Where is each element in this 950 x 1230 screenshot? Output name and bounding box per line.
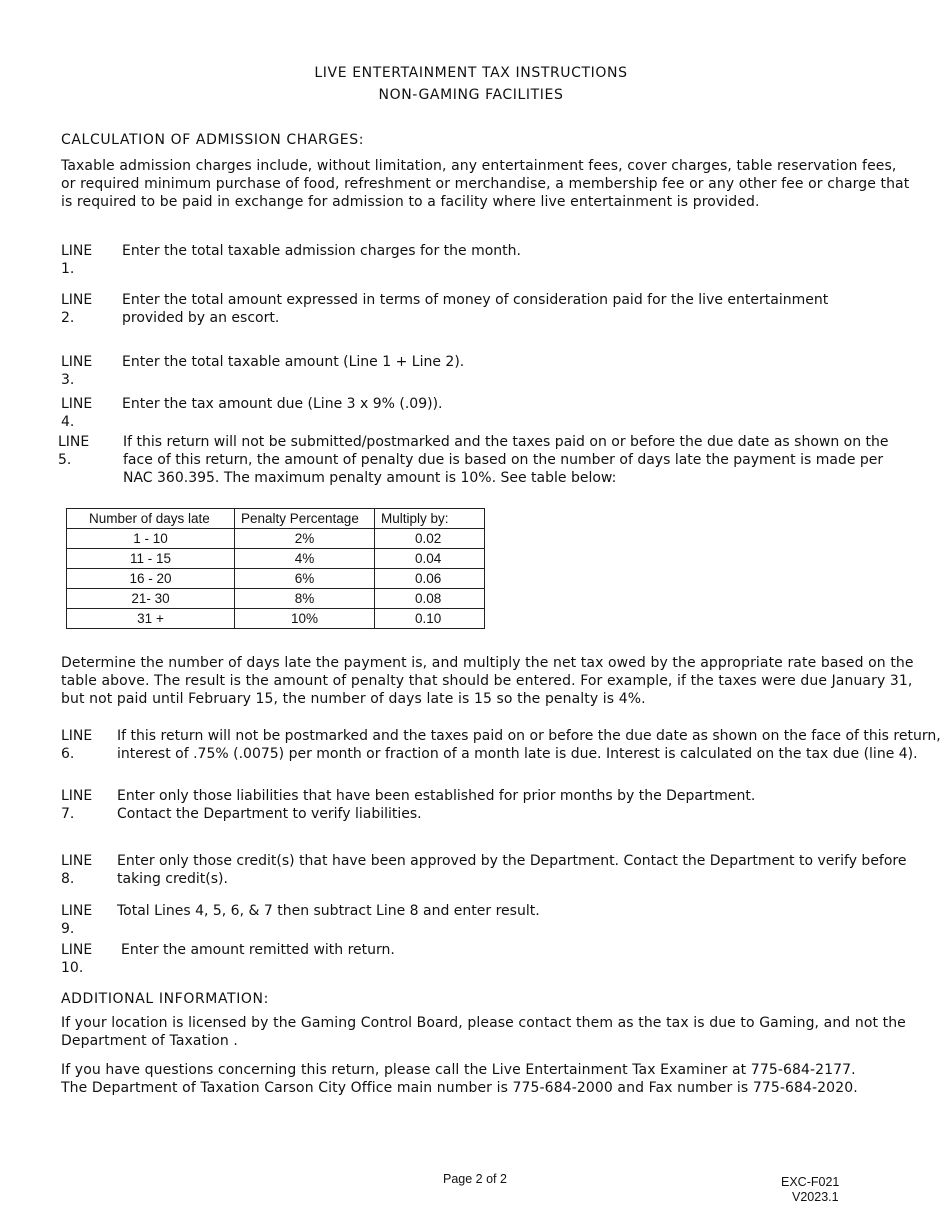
additional-para-1-line-2: Department of Taxation . [61, 1033, 238, 1049]
document-subtitle: NON-GAMING FACILITIES [378, 87, 564, 103]
multiplier-cell: 0.08 [375, 589, 485, 609]
line-2-label: LINE 2. [61, 292, 93, 326]
form-id: EXC-F021 [781, 1175, 840, 1189]
line-3-label: LINE 3. [61, 354, 93, 388]
line-6-label: LINE 6. [61, 728, 93, 762]
form-version: V2023.1 [792, 1190, 839, 1204]
penalty-percentage-cell: 8% [235, 589, 375, 609]
penalty-percentage-cell: 6% [235, 569, 375, 589]
days-late-cell: 31 + [67, 609, 235, 629]
line-6-text-1: If this return will not be postmarked and the taxes paid on or before the due date as shown on the face of this return, [117, 728, 941, 744]
line-5-text-1: If this return will not be submitted/postmarked and the taxes paid on or before the due date as shown on the [123, 434, 889, 450]
admission-text-line-3: is required to be paid in exchange for admission to a facility where live entertainment is provided. [61, 194, 760, 210]
line-10-label: LINE 10. [61, 942, 93, 976]
line-9-label: LINE 9. [61, 903, 93, 937]
line-8-text-1: Enter only those credit(s) that have been approved by the Department. Contact the Department to verify before [117, 853, 907, 869]
header-days-late: Number of days late [67, 509, 235, 529]
header-multiply-by: Multiply by: [375, 509, 485, 529]
header-penalty-percentage: Penalty Percentage [235, 509, 375, 529]
line-6-text-2: interest of .75% (.0075) per month or fraction of a month late is due. Interest is calculated on the tax due (line 4). [117, 746, 918, 762]
penalty-percentage-cell: 10% [235, 609, 375, 629]
line-7-text-1: Enter only those liabilities that have been established for prior months by the Department. [117, 788, 756, 804]
table-row [67, 549, 485, 569]
additional-para-2-line-1: If you have questions concerning this return, please call the Live Entertainment Tax Examiner at 775-684-2177. [61, 1062, 856, 1078]
line-8-label: LINE 8. [61, 853, 93, 887]
line-7-label: LINE 7. [61, 788, 93, 822]
penalty-percentage-cell: 4% [235, 549, 375, 569]
penalty-table [66, 508, 485, 629]
line-2-text-2: provided by an escort. [122, 310, 280, 326]
line-1-text: Enter the total taxable admission charges for the month. [122, 243, 521, 259]
line-7-text-2: Contact the Department to verify liabilities. [117, 806, 422, 822]
table-row [67, 569, 485, 589]
line-5-text-3: NAC 360.395. The maximum penalty amount is 10%. See table below: [123, 470, 617, 486]
multiplier-cell: 0.02 [375, 529, 485, 549]
penalty-percentage-cell: 2% [235, 529, 375, 549]
days-late-cell: 11 - 15 [67, 549, 235, 569]
determine-text-line-1: Determine the number of days late the payment is, and multiply the net tax owed by the appropriate rate based on the [61, 655, 914, 671]
admission-text-line-2: or required minimum purchase of food, refreshment or merchandise, a membership fee or any other fee or charge that [61, 176, 910, 192]
penalty-table-header-row [67, 509, 485, 529]
days-late-cell: 21- 30 [67, 589, 235, 609]
line-5-text-2: face of this return, the amount of penalty due is based on the number of days late the payment is made per [123, 452, 884, 468]
days-late-cell: 16 - 20 [67, 569, 235, 589]
admission-heading: CALCULATION OF ADMISSION CHARGES: [61, 132, 365, 148]
line-8-text-2: taking credit(s). [117, 871, 228, 887]
multiplier-cell: 0.04 [375, 549, 485, 569]
line-1-label: LINE 1. [61, 243, 93, 277]
line-4-label: LINE 4. [61, 396, 93, 430]
multiplier-cell: 0.06 [375, 569, 485, 589]
line-5-label: LINE 5. [58, 434, 90, 468]
determine-text-line-3: but not paid until February 15, the number of days late is 15 so the penalty is 4%. [61, 691, 646, 707]
admission-text-line-1: Taxable admission charges include, without limitation, any entertainment fees, cover charges, table reservation fees, [61, 158, 897, 174]
days-late-cell: 1 - 10 [67, 529, 235, 549]
line-9-text: Total Lines 4, 5, 6, & 7 then subtract Line 8 and enter result. [117, 903, 540, 919]
document-title: LIVE ENTERTAINMENT TAX INSTRUCTIONS [314, 65, 628, 81]
table-row [67, 589, 485, 609]
determine-text-line-2: table above. The result is the amount of penalty that should be entered. For example, if the taxes were due January 31, [61, 673, 913, 689]
additional-para-1-line-1: If your location is licensed by the Gaming Control Board, please contact them as the tax is due to Gaming, and not the [61, 1015, 906, 1031]
table-row [67, 609, 485, 629]
additional-heading: ADDITIONAL INFORMATION: [61, 991, 269, 1007]
line-3-text: Enter the total taxable amount (Line 1 + Line 2). [122, 354, 465, 370]
multiplier-cell: 0.10 [375, 609, 485, 629]
line-2-text-1: Enter the total amount expressed in terms of money of consideration paid for the live entertainment [122, 292, 829, 308]
line-10-text: Enter the amount remitted with return. [121, 942, 395, 958]
line-4-text: Enter the tax amount due (Line 3 x 9% (.09)). [122, 396, 443, 412]
page-number: Page 2 of 2 [443, 1172, 507, 1186]
table-row [67, 529, 485, 549]
additional-para-2-line-2: The Department of Taxation Carson City Office main number is 775-684-2000 and Fax number is 775-684-2020. [61, 1080, 858, 1096]
